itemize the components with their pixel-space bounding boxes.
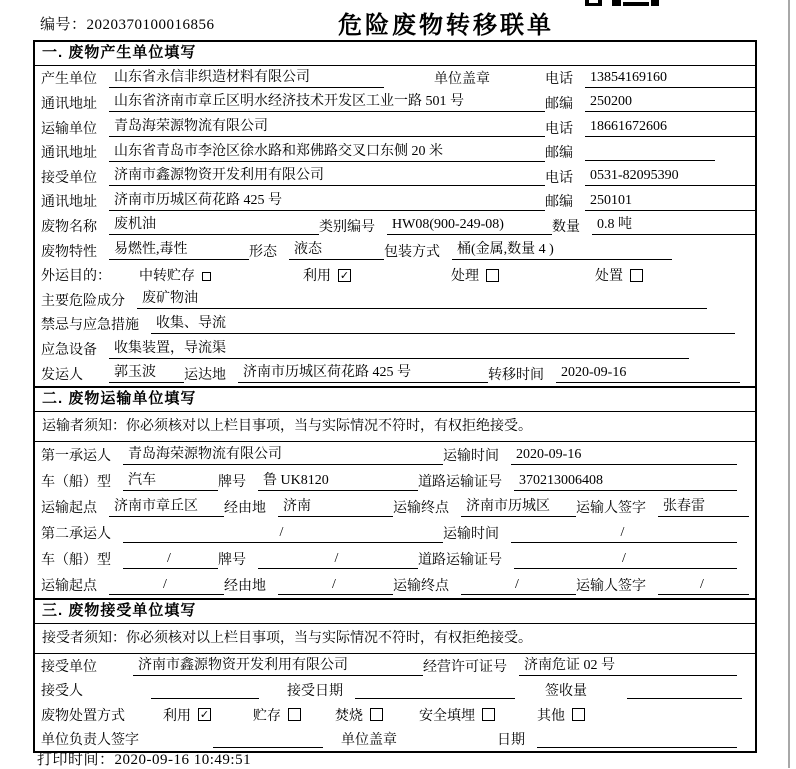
form-row xyxy=(35,140,755,165)
field-value-blank-underline xyxy=(627,681,742,699)
form-row xyxy=(35,654,755,678)
field-label: 废物名称 xyxy=(41,219,97,235)
field-value-underline: / xyxy=(123,524,443,543)
field-label: 形态 xyxy=(249,244,277,260)
field-label: 道路运输证号 xyxy=(418,475,502,490)
field-value-blank-underline xyxy=(355,681,515,699)
field-value-underline: 250200 xyxy=(585,93,755,112)
field-value-underline: 18661672606 xyxy=(585,118,755,137)
field-label: 单位盖章 xyxy=(341,732,397,748)
serial-number: 编号：2020370100016856 xyxy=(40,17,215,33)
checkbox-label: 处置 xyxy=(595,269,623,285)
field-label: 接受单位 xyxy=(41,660,97,676)
field-label: 运输终点 xyxy=(393,579,449,594)
field-value-underline: 济南 xyxy=(278,498,393,517)
section-title: 三. 废物接受单位填写 xyxy=(35,598,755,624)
field-label: 通讯地址 xyxy=(41,96,97,112)
checkbox-checked-icon: ✓ xyxy=(339,268,350,282)
checkbox-unchecked-icon xyxy=(572,708,585,721)
field-label: 接受日期 xyxy=(287,684,343,700)
section-rows xyxy=(35,442,755,598)
field-label: 转移时间 xyxy=(488,367,544,383)
field-label: 电话 xyxy=(545,72,573,88)
field-value-blank-underline xyxy=(151,681,259,699)
field-value-underline: 济南市章丘区 xyxy=(109,498,224,517)
field-label: 废物处置方式 xyxy=(41,708,125,724)
checkbox-group xyxy=(537,705,585,725)
field-label: 运达地 xyxy=(184,367,226,383)
field-value-underline: / xyxy=(109,576,224,595)
field-value-underline: / xyxy=(258,550,418,569)
field-value-blank-underline xyxy=(585,143,715,161)
clipped-stamp-artifact xyxy=(585,0,665,7)
field-label: 运输起点 xyxy=(41,501,97,516)
field-label: 应急设备 xyxy=(41,343,97,358)
form-row xyxy=(35,164,755,189)
field-value-underline: 2020-09-16 xyxy=(511,446,737,465)
field-value-underline: 青岛海荣源物流有限公司 xyxy=(123,446,443,465)
field-label: 数量 xyxy=(552,219,580,235)
field-value-underline: 济南市历城区 xyxy=(461,498,576,517)
form-row xyxy=(35,520,755,546)
field-label: 发运人 xyxy=(41,367,83,383)
section-title: 二. 废物运输单位填写 xyxy=(35,386,755,412)
field-label: 电话 xyxy=(545,121,573,137)
manifest-form xyxy=(33,40,757,753)
field-label: 邮编 xyxy=(545,195,573,211)
field-value-underline: 桶(金属,数量 4 ) xyxy=(452,241,672,260)
field-value-underline: 鲁 UK8120 xyxy=(258,472,418,491)
field-value-underline: 13854169160 xyxy=(585,69,755,88)
checkbox-label: 利用 xyxy=(163,708,191,724)
form-row xyxy=(35,703,755,727)
form-row xyxy=(35,337,755,362)
field-value-underline: 山东省济南市章丘区明水经济技术开发区工业一路 501 号 xyxy=(109,93,545,112)
field-label: 运输终点 xyxy=(393,501,449,516)
checkbox-group xyxy=(335,705,383,725)
field-value-underline: / xyxy=(278,576,393,595)
field-value-underline: 0.8 吨 xyxy=(592,216,755,235)
field-label: 单位盖章 xyxy=(434,72,490,88)
checkbox-group xyxy=(303,265,351,285)
form-row xyxy=(35,238,755,263)
checkbox-label: 安全填埋 xyxy=(419,708,475,724)
checkbox-group xyxy=(163,705,211,725)
field-value-underline: / xyxy=(514,550,737,569)
field-value-underline: HW08(900-249-08) xyxy=(387,216,552,235)
field-label: 接受单位 xyxy=(41,170,97,186)
field-value-underline: 250101 xyxy=(585,192,755,211)
field-label: 车（船）型 xyxy=(41,475,111,490)
field-label: 邮编 xyxy=(545,96,573,112)
field-value-underline: 张春雷 xyxy=(658,498,749,517)
checkbox-label: 焚烧 xyxy=(335,708,363,724)
form-row xyxy=(35,468,755,494)
checkbox-unchecked-icon xyxy=(288,708,301,721)
field-label: 禁忌与应急措施 xyxy=(41,318,139,334)
field-label: 运输时间 xyxy=(443,527,499,542)
field-label: 包装方式 xyxy=(384,244,440,260)
page-edge-line xyxy=(788,0,790,768)
form-row xyxy=(35,263,755,288)
field-value-underline: 济南市历城区荷花路 425 号 xyxy=(238,364,488,383)
form-row xyxy=(35,678,755,702)
field-label: 主要危险成分 xyxy=(41,293,125,309)
field-label: 外运目的： xyxy=(41,269,111,285)
checkbox-unchecked-icon xyxy=(630,269,643,282)
stamp-fragment-icon xyxy=(612,0,621,6)
field-value-underline: 汽车 xyxy=(123,472,218,491)
form-row xyxy=(35,572,755,598)
stamp-fragment-icon xyxy=(623,2,649,6)
field-value-underline: / xyxy=(511,524,737,543)
section-notice: 接受者须知：你必须核对以上栏目事项，当与实际情况不符时，有权拒绝接受。 xyxy=(35,624,755,654)
checkbox-unchecked-icon xyxy=(370,708,383,721)
field-label: 牌号 xyxy=(218,475,246,490)
field-label: 运输人签字 xyxy=(576,501,646,516)
field-value-underline: 济南市历城区荷花路 425 号 xyxy=(109,192,545,211)
field-value-underline: 郭玉波 xyxy=(109,364,184,383)
field-value-underline: / xyxy=(123,550,218,569)
field-label: 通讯地址 xyxy=(41,146,97,162)
form-row xyxy=(35,91,755,116)
field-label: 经营许可证号 xyxy=(423,660,507,676)
field-label: 第二承运人 xyxy=(41,527,111,542)
section-title: 一. 废物产生单位填写 xyxy=(35,42,755,66)
field-value-underline: 废机油 xyxy=(109,216,319,235)
field-value-underline: / xyxy=(461,576,576,595)
form-row xyxy=(35,361,755,386)
field-label: 第一承运人 xyxy=(41,449,111,464)
checkbox-label: 处理 xyxy=(451,269,479,285)
checkbox-label: 利用 xyxy=(303,269,331,285)
field-label: 产生单位 xyxy=(41,72,97,88)
field-label: 通讯地址 xyxy=(41,195,97,211)
section-rows xyxy=(35,66,755,386)
field-label: 签收量 xyxy=(545,684,587,700)
field-value-underline: 易燃性,毒性 xyxy=(109,241,249,260)
field-label: 电话 xyxy=(545,170,573,186)
field-label: 经由地 xyxy=(224,579,266,594)
section-rows xyxy=(35,654,755,751)
stamp-fragment-icon xyxy=(585,0,602,6)
field-label: 类别编号 xyxy=(319,219,375,235)
field-value-underline: 济南市鑫源物资开发利用有限公司 xyxy=(109,167,545,186)
field-label: 经由地 xyxy=(224,501,266,516)
checkbox-checked-icon: ✓ xyxy=(199,708,210,722)
field-value-blank-underline xyxy=(213,730,323,748)
form-row xyxy=(35,312,755,337)
field-value-underline: 废矿物油 xyxy=(137,290,707,309)
checkbox-unchecked-icon xyxy=(202,272,211,281)
field-value-underline: 370213006408 xyxy=(514,472,737,491)
checkbox-label: 贮存 xyxy=(253,708,281,724)
checkbox-group xyxy=(253,705,301,725)
form-row xyxy=(35,189,755,214)
form-row xyxy=(35,287,755,312)
field-label: 接受人 xyxy=(41,684,83,700)
field-label: 牌号 xyxy=(218,553,246,568)
field-value-underline: 山东省青岛市李沧区徐水路和郑佛路交叉口东侧 20 米 xyxy=(109,143,545,162)
document-title: 危险废物转移联单 xyxy=(338,12,554,39)
field-value-underline: 收集装置，导流渠 xyxy=(109,340,689,359)
field-value-blank-underline xyxy=(537,730,737,748)
checkbox-group xyxy=(595,265,643,285)
form-row xyxy=(35,546,755,572)
print-time: 打印时间：2020-09-16 10:49:51 xyxy=(37,752,252,768)
field-value-underline: 青岛海荣源物流有限公司 xyxy=(109,118,545,137)
field-label: 运输起点 xyxy=(41,579,97,594)
checkbox-group xyxy=(419,705,495,725)
field-label: 运输单位 xyxy=(41,121,97,137)
checkbox-unchecked-icon xyxy=(486,269,499,282)
stamp-fragment-icon xyxy=(651,0,659,6)
field-label: 运输时间 xyxy=(443,449,499,464)
checkbox-unchecked-icon xyxy=(482,708,495,721)
field-value-underline: 济南危证 02 号 xyxy=(519,657,737,676)
field-label: 废物特性 xyxy=(41,244,97,260)
field-value-underline: 0531-82095390 xyxy=(585,167,755,186)
field-value-underline: 2020-09-16 xyxy=(556,364,740,383)
checkbox-label: 中转贮存 xyxy=(139,269,195,285)
field-value-underline: / xyxy=(658,576,749,595)
form-row xyxy=(35,494,755,520)
form-row xyxy=(35,442,755,468)
field-value-underline: 收集、导流 xyxy=(151,315,735,334)
field-label: 道路运输证号 xyxy=(418,553,502,568)
field-value-underline: 山东省永信非织造材料有限公司 xyxy=(109,69,384,88)
field-label: 单位负责人签字 xyxy=(41,732,139,748)
field-value-underline: 济南市鑫源物资开发利用有限公司 xyxy=(133,657,423,676)
form-row xyxy=(35,115,755,140)
field-label: 运输人签字 xyxy=(576,579,646,594)
form-row xyxy=(35,214,755,239)
section-notice: 运输者须知：你必须核对以上栏目事项，当与实际情况不符时，有权拒绝接受。 xyxy=(35,412,755,442)
form-sections xyxy=(35,42,755,751)
checkbox-label: 其他 xyxy=(537,708,565,724)
checkbox-group xyxy=(139,265,211,285)
form-row xyxy=(35,66,755,91)
field-label: 日期 xyxy=(497,732,525,748)
checkbox-group xyxy=(451,265,499,285)
field-label: 邮编 xyxy=(545,146,573,162)
field-value-underline: 液态 xyxy=(289,241,384,260)
field-label: 车（船）型 xyxy=(41,553,111,568)
